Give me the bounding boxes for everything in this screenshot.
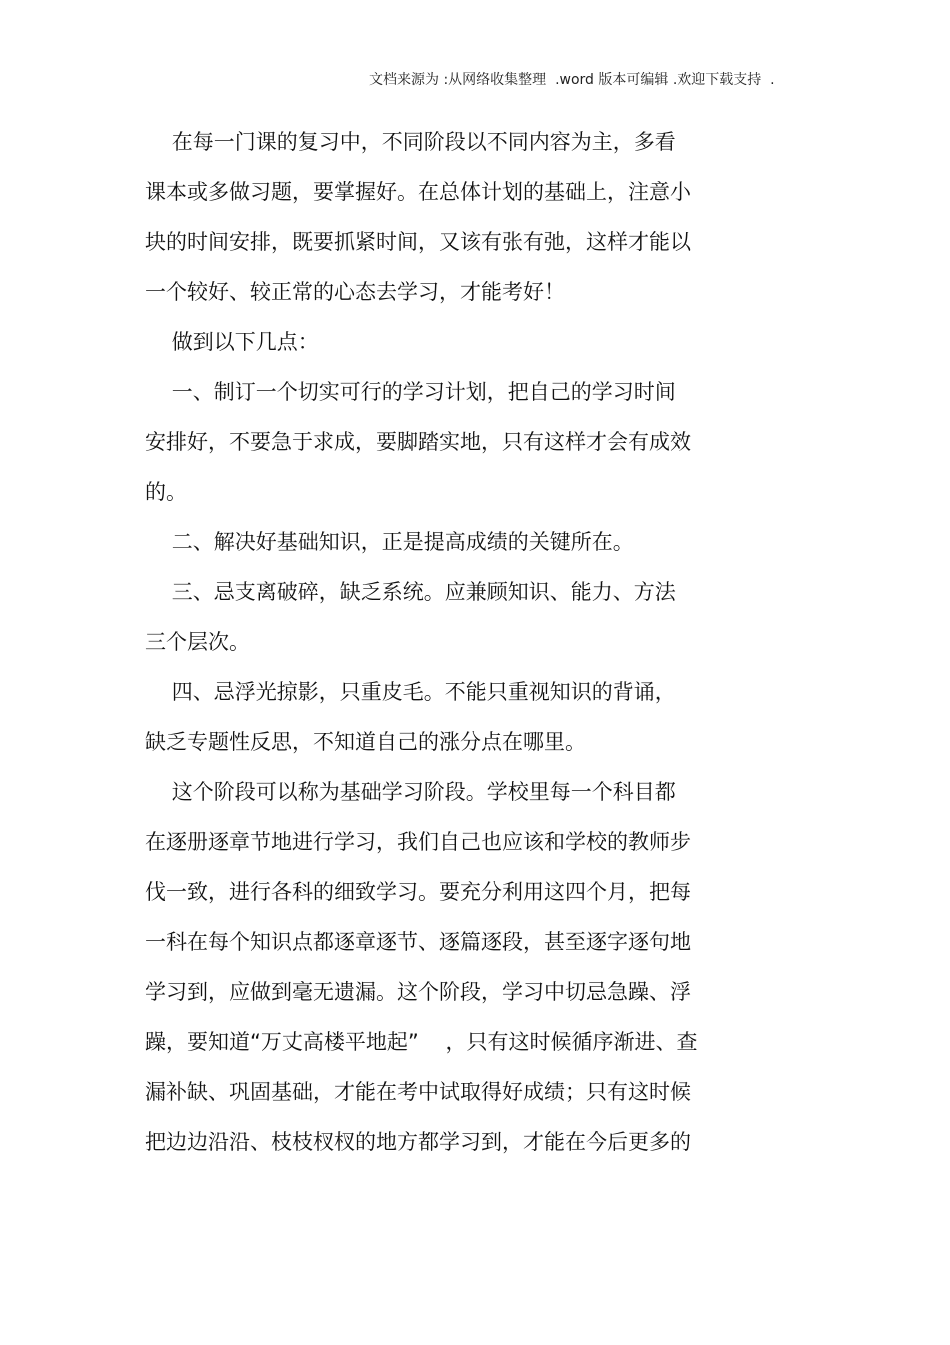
- text-line: 在每一门课的复习中，不同阶段以不同内容为主，多看: [145, 130, 676, 154]
- text-line: 的。: [145, 480, 187, 504]
- text-line: 这个阶段可以称为基础学习阶段。学校里每一个科目都: [145, 780, 676, 804]
- text-line: 课本或多做习题，要掌握好。在总体计划的基础上，注意小: [145, 180, 691, 204]
- text-line: 做到以下几点：: [145, 330, 319, 354]
- text-line: 漏补缺、巩固基础，才能在考中试取得好成绩；只有这时候: [145, 1080, 691, 1104]
- text-line: 在逐册逐章节地进行学习，我们自己也应该和学校的教师步: [145, 830, 691, 854]
- text-line: 四、忌浮光掠影，只重皮毛。不能只重视知识的背诵，: [145, 680, 676, 704]
- text-line: 三个层次。: [145, 630, 250, 654]
- text-line: 三、忌支离破碎，缺乏系统。应兼顾知识、能力、方法: [145, 580, 676, 604]
- text-line: 安排好，不要急于求成，要脚踏实地，只有这样才会有成效: [145, 430, 691, 454]
- text-line: 一科在每个知识点都逐章逐节、逐篇逐段，甚至逐字逐句地: [145, 930, 691, 954]
- text-line: 缺乏专题性反思，不知道自己的涨分点在哪里。: [145, 730, 586, 754]
- text-line: 伐一致，进行各科的细致学习。要充分利用这四个月，把每: [145, 880, 691, 904]
- text-line: 躁，要知道“万丈高楼平地起” ，只有这时候循序渐进、查: [145, 1030, 698, 1054]
- source-note: 文档来源为 :从网络收集整理 .word 版本可编辑 .欢迎下载支持 .: [369, 72, 775, 88]
- text-line: 一个较好、较正常的心态去学习，才能考好！: [145, 280, 565, 304]
- text-line: 二、解决好基础知识，正是提高成绩的关键所在。: [145, 530, 634, 554]
- text-line: 块的时间安排，既要抓紧时间，又该有张有弛，这样才能以: [145, 230, 691, 254]
- text-line: 一、制订一个切实可行的学习计划，把自己的学习时间: [145, 380, 676, 404]
- text-line: 把边边沿沿、枝枝杈杈的地方都学习到，才能在今后更多的: [145, 1130, 691, 1154]
- text-line: 学习到，应做到毫无遗漏。这个阶段，学习中切忌急躁、浮: [145, 980, 691, 1004]
